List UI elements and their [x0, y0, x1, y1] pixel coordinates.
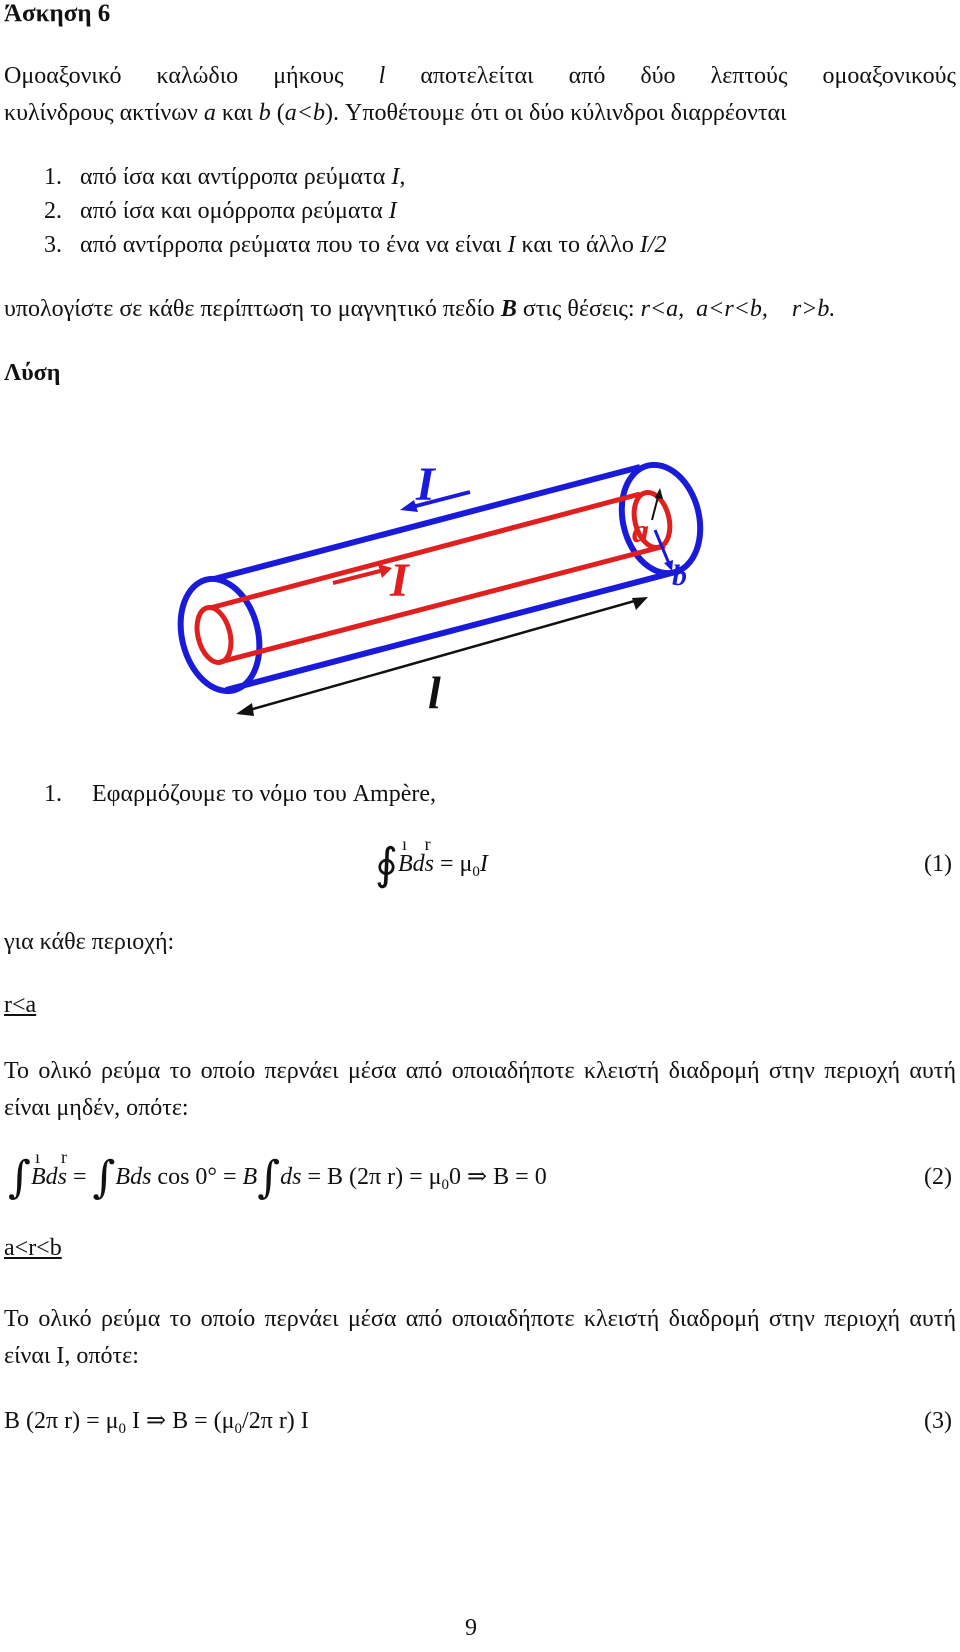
equation-2-number: (2)	[924, 1164, 952, 1190]
equation-2	[8, 1147, 547, 1204]
eq1-current: I	[479, 851, 488, 877]
solution-heading: Λύση	[4, 360, 61, 386]
case-number: 1.	[44, 164, 62, 190]
case-text: από ίσα και αντίρροπα ρεύματα	[80, 164, 392, 190]
eq2-equals: =	[66, 1164, 93, 1190]
step-number: 1.	[44, 781, 62, 807]
eq1-B: ı B	[397, 834, 413, 877]
region-2-heading: a<r<b	[4, 1235, 62, 1261]
eq1-sub: 0	[472, 864, 480, 880]
eq3-lhs: B (2π r) = μ	[4, 1408, 119, 1434]
intro-text-2b: ). Υποθέτουμε ότι οι δύο κύλινδροι διαρρέονται	[325, 100, 787, 126]
case-current-symbol: I	[391, 164, 400, 190]
outer-cylinder	[169, 456, 711, 699]
case-item-2	[44, 193, 397, 230]
equation-3	[4, 1403, 309, 1448]
eq2-ds: ds	[280, 1164, 302, 1190]
label-length: l	[428, 667, 441, 718]
eq2-B: B	[242, 1164, 258, 1190]
inner-cylinder-bottom-edge	[220, 546, 665, 662]
outer-current-arrow	[400, 492, 470, 512]
case-text: από ίσα και ομόρροπα ρεύματα	[80, 198, 389, 224]
for-each-region: για κάθε περιοχή:	[4, 929, 175, 955]
intro-and: και	[215, 100, 259, 126]
position-2: a<r<b,	[696, 296, 768, 322]
label-radius-a: a	[632, 513, 649, 550]
page-number: 9	[465, 1615, 477, 1641]
eq1-ds: r ds	[412, 834, 434, 877]
eq2-result-tail: 0 ⇒ B = 0	[449, 1164, 547, 1190]
eq2-cos: cos 0° =	[151, 1164, 243, 1190]
intro-radius-b: b	[258, 100, 271, 126]
case-tail: ,	[399, 164, 406, 190]
eq3-middle: I ⇒ B = (μ	[126, 1408, 235, 1434]
question-line	[4, 291, 956, 328]
label-current-outer: I	[416, 458, 435, 511]
case-text: από αντίρροπα ρεύματα που το ένα να είναι	[80, 232, 508, 258]
region-1-heading: r<a	[4, 992, 37, 1018]
position-3: r>b.	[791, 296, 836, 322]
case-tail: και το άλλο	[515, 232, 640, 258]
exercise-title: Άσκηση 6	[4, 0, 111, 27]
question-text-b: στις θέσεις:	[516, 296, 641, 322]
integral-symbol: ∫	[92, 1152, 116, 1203]
case-current-half: I/2	[639, 232, 667, 258]
eq2-result: = B (2π r) = μ	[301, 1164, 442, 1190]
equation-1	[375, 834, 488, 891]
step-1-text: Εφαρμόζουμε το νόμο του Ampère,	[92, 781, 436, 807]
intro-text-1b: αποτελείται από δύο λεπτούς ομοαξονικούς	[385, 63, 956, 89]
eq1-rhs: = μ	[439, 851, 473, 877]
intro-text-2: κυλίνδρους ακτίνων	[4, 100, 204, 126]
intro-condition: a<b	[284, 100, 325, 126]
integral-symbol: ∫	[257, 1152, 281, 1203]
question-field-symbol: B	[500, 296, 517, 322]
inner-cylinder	[192, 489, 676, 666]
region-1-text: Το ολικό ρεύμα το οποίο περνάει μέσα από οποιαδήποτε κλειστή διαδρομή στην περιοχή αυτή είναι μηδέν, οπότε:	[4, 1058, 956, 1121]
eq2-Bds-vector: ı r Bds	[30, 1147, 67, 1190]
region-2-text: Το ολικό ρεύμα το οποίο περνάει μέσα από οποιαδήποτε κλειστή διαδρομή στην περιοχή αυτή είναι I, οπότε:	[4, 1306, 956, 1369]
closed-integral-symbol: ∮	[375, 839, 398, 890]
length-arrow	[236, 597, 648, 716]
case-number: 2.	[44, 198, 62, 224]
integral-symbol: ∫	[8, 1152, 31, 1203]
inner-end-left	[192, 604, 237, 666]
eq3-tail: /2π r) I	[242, 1408, 309, 1434]
intro-paren: (	[270, 100, 285, 126]
eq3-sub-2: 0	[234, 1421, 243, 1437]
question-text: υπολογίστε σε κάθε περίπτωση το μαγνητικό πεδίο	[4, 296, 501, 322]
eq3-sub-1: 0	[118, 1421, 127, 1437]
intro-text-1: Ομοαξονικό καλώδιο μήκους	[4, 63, 379, 89]
intro-line-2	[4, 95, 956, 132]
case-item-3	[44, 227, 667, 264]
equation-1-number: (1)	[924, 851, 952, 877]
position-1: r<a,	[640, 296, 685, 322]
intro-length-symbol: l	[378, 63, 386, 89]
case-current-symbol: I	[388, 198, 397, 224]
eq2-Bds: Bds	[115, 1164, 152, 1190]
inner-cylinder-top-edge	[210, 494, 640, 608]
case-item-1	[44, 159, 405, 196]
equation-3-number: (3)	[924, 1408, 952, 1434]
case-current-symbol: I	[507, 232, 516, 258]
case-number: 3.	[44, 232, 62, 258]
eq2-sub: 0	[441, 1177, 450, 1193]
intro-line-1	[4, 58, 956, 95]
coaxial-cable-figure	[0, 440, 960, 760]
label-current-inner: I	[390, 554, 409, 607]
step-1-line	[44, 776, 436, 813]
intro-radius-a: a	[203, 100, 216, 126]
label-radius-b: b	[672, 559, 687, 592]
outer-end-right	[611, 456, 711, 581]
